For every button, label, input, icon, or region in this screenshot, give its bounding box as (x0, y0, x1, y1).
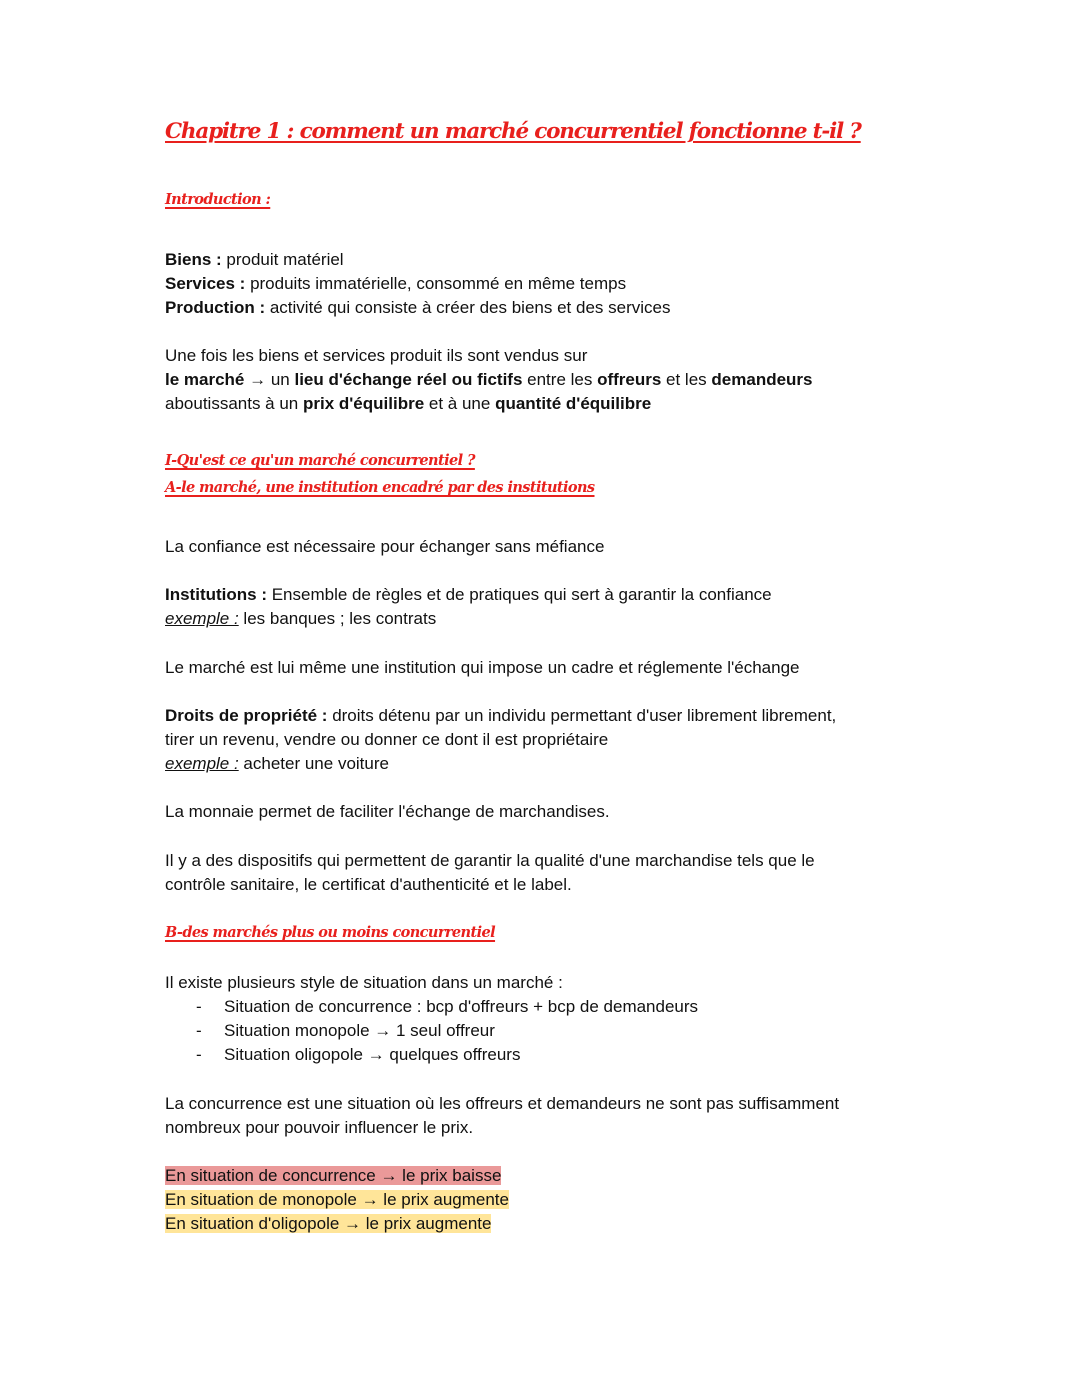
section-1-heading: I-Qu'est ce qu'un marché concurrentiel ? (165, 452, 475, 469)
list-item: - Situation de concurrence : bcp d'offreurs + bcp de demandeurs (196, 997, 699, 1016)
example-label: exemple : (165, 754, 239, 774)
droits-paragraph: Droits de propriété : droits détenu par un individu permettant d'user librement librement, tirer un revenu, vendre ou donner ce dont il est propriétaire exemple : acheter une voiture (165, 706, 837, 774)
highlight-oligopole: En situation d'oligopole → le prix augmente (165, 1214, 492, 1234)
example-label: exemple : (165, 609, 239, 629)
highlight-concurrence: En situation de concurrence → le prix baisse (165, 1166, 502, 1185)
definition-services: Services : produits immatérielle, consommé en même temps (165, 274, 627, 294)
market-paragraph: Une fois les biens et services produit ils sont vendus sur le marché → un lieu d'échange réel ou fictifs entre les offreurs et les demandeurs aboutissants à un prix d'équilibre et à une quantité d'équilibre (165, 346, 813, 414)
institutions-paragraph: Institutions : Ensemble de règles et de pratiques qui sert à garantir la confiance exemple : les banques ; les contrats (165, 585, 772, 629)
definitions-block (165, 248, 670, 321)
list-item: - Situation monopole → 1 seul offreur (196, 1021, 495, 1041)
highlight-monopole: En situation de monopole → le prix augmente (165, 1190, 509, 1210)
styles-intro: Il existe plusieurs style de situation dans un marché : (165, 973, 563, 992)
confiance-paragraph: La confiance est nécessaire pour échanger sans méfiance (165, 537, 605, 556)
definition-biens: Biens : produit matériel (165, 250, 344, 269)
monnaie-paragraph: La monnaie permet de faciliter l'échange de marchandises. (165, 802, 610, 821)
concurrence-paragraph: La concurrence est une situation où les offreurs et demandeurs ne sont pas suffisamment nombreux pour pouvoir influencer le prix. (165, 1094, 840, 1138)
list-item: - Situation oligopole → quelques offreurs (196, 1045, 521, 1065)
highlighted-conclusions (165, 1164, 509, 1237)
dispositifs-paragraph: Il y a des dispositifs qui permettent de garantir la qualité d'une marchandise tels que le contrôle sanitaire, le certificat d'authenticité et le label. (165, 851, 815, 895)
chapter-title: Chapitre 1 : comment un marché concurrentiel fonctionne t-il ? (165, 119, 861, 144)
subsection-b-heading: B-des marchés plus ou moins concurrentiel (165, 924, 496, 941)
definition-production: Production : activité qui consiste à créer des biens et des services (165, 298, 671, 318)
subsection-a-heading: A-le marché, une institution encadré par des institutions (165, 479, 595, 496)
marche-institution-paragraph: Le marché est lui même une institution qui impose un cadre et réglemente l'échange (165, 658, 800, 677)
situations-list (165, 995, 698, 1068)
introduction-heading: Introduction : (165, 191, 271, 208)
